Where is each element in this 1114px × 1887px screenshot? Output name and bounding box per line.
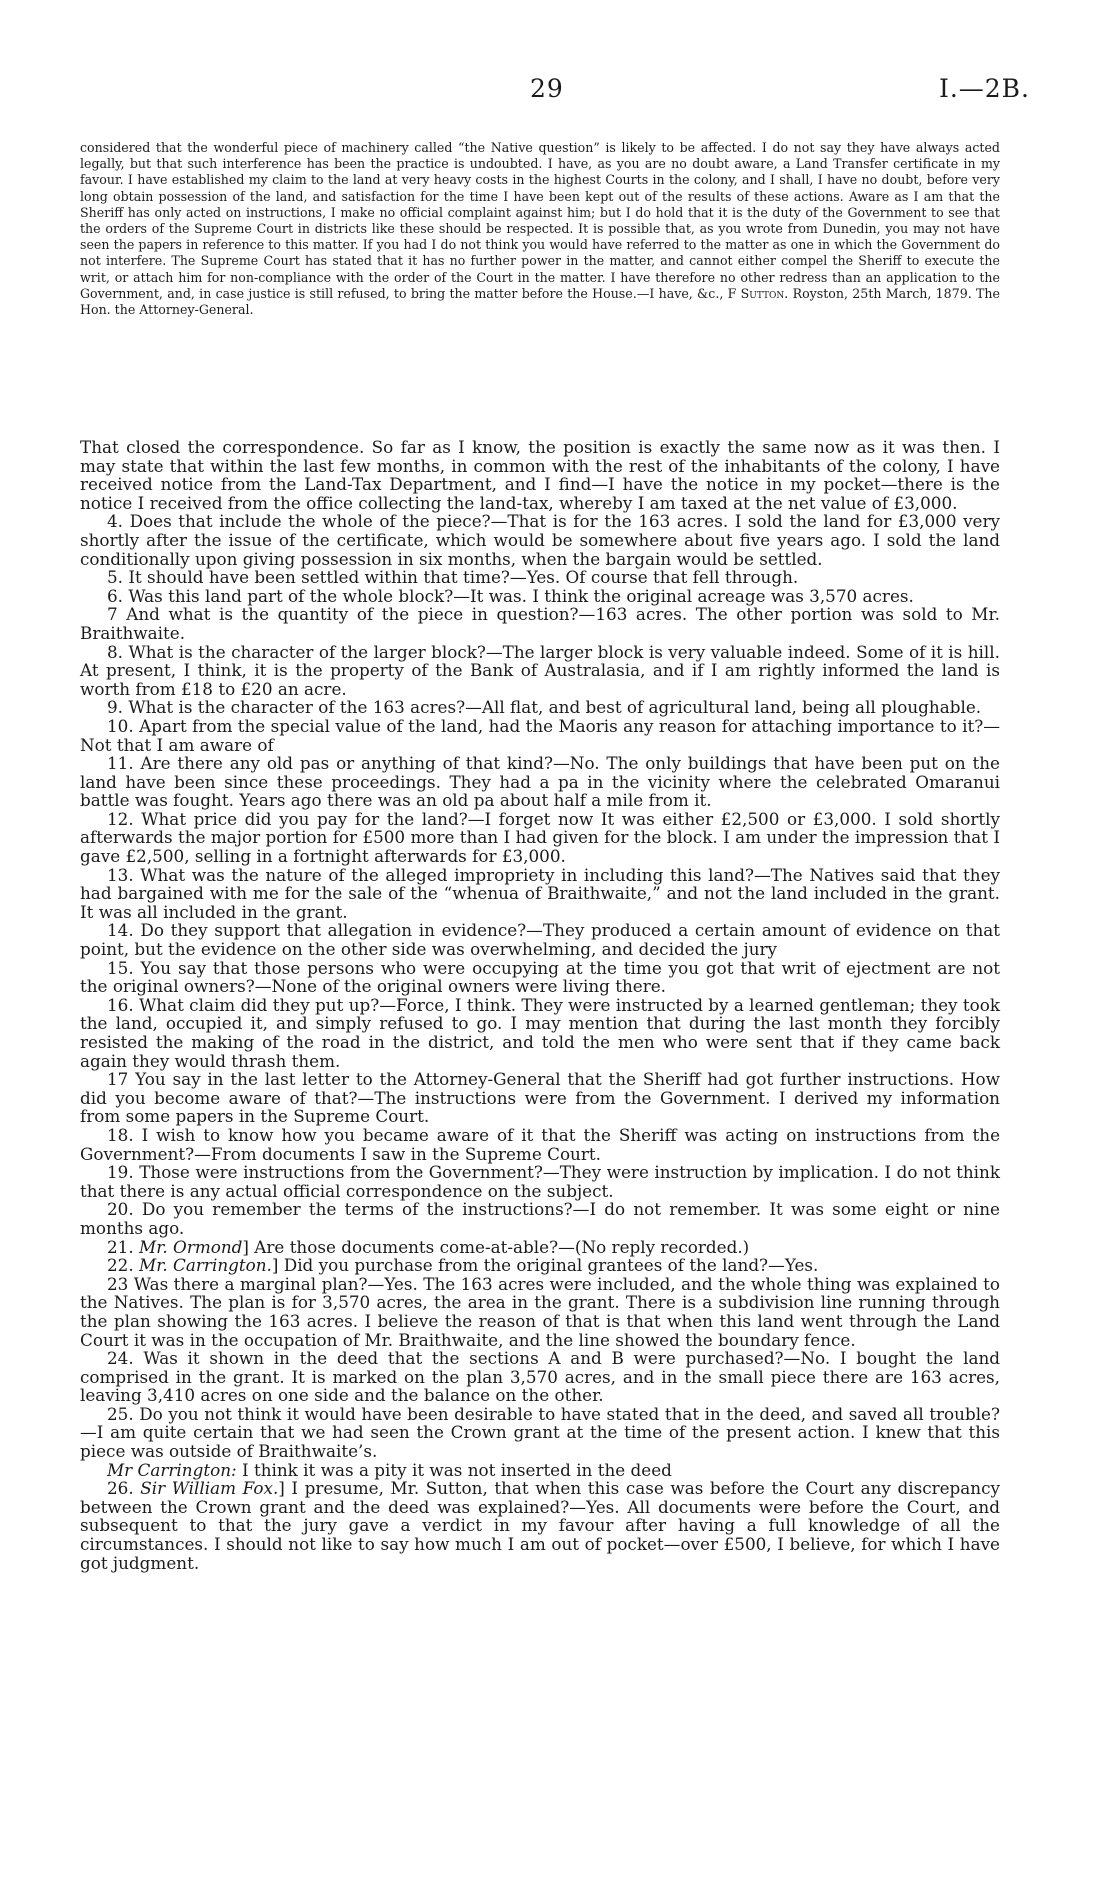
letter-signature: F Sutton. xyxy=(727,285,789,301)
question-9: 9. What is the character of the 163 acres?—All flat, and best of agricultural land, being all ploughable. xyxy=(107,697,982,718)
question-25: 25. Do you not think it would have been desirable to have stated that in the deed, and saved all trouble?—I am quite certain that we had seen the Crown grant at the time of the present action. I knew that this piece was outside of Braithwaite’s. xyxy=(80,1403,1000,1462)
question-15: 15. You say that those persons who were occupying at the time you got that writ of ejectment are not the original owners?—None of the original owners were living there. xyxy=(80,957,1000,997)
question-16: 16. What claim did they put up?—Force, I think. They were instructed by a learned gentleman; they took the land, occupied it, and simply refused to go. I may mention that during the last month they forcibly resisted the making of the road in the district, and told the men who were sent that if they came back again they would thrash them. xyxy=(80,994,1000,1071)
question-20: 20. Do you remember the terms of the instructions?—I do not remember. It was some eight or nine months ago. xyxy=(80,1199,1000,1238)
question-12: 12. What price did you pay for the land?—I forget now It was either £2,500 or £3,000. I sold shortly afterwards the major portion for £500 more than I had given for the block. I am under the impression that I gave £2,500, selling in a fortnight afterwards for £3,000. xyxy=(80,808,1000,867)
question-19: 19. Those were instructions from the Government?—They were instruction by implication. I do not think that there is any actual official correspondence on the subject. xyxy=(80,1162,1000,1201)
question-13: 13. What was the nature of the alleged impropriety in including this land?—The Natives said that they had bargained with me for the sale of the “whenua of Braithwaite,” and not the land included in the grant. It was all included in the grant. xyxy=(80,864,1000,922)
speaker-name: Mr Carrington: xyxy=(107,1459,237,1480)
question-number: 21. xyxy=(107,1236,140,1257)
paragraph: That closed the correspondence. So far as I know, the position is exactly the same now as it was then. I may state that within the last few months, in common with the rest of the inhabitants of the colony, I have received notice from the Land-Tax Department, and I find—I have the notice in my pocket—there is the notice I received from the office collecting the land-tax, whereby I am taxed at the net value of £3,000. xyxy=(80,437,1000,513)
letter-place-date: Royston, 25th March, 1879. xyxy=(792,285,972,301)
letter-addressee: The Hon. the Attorney-General. xyxy=(80,285,1000,318)
question-14: 14. Do they support that allegation in evidence?—They produced a certain amount of evidence on that point, but the evidence on the other side was overwhelming, and decided the jury xyxy=(80,920,1000,960)
question-17: 17 You say in the last letter to the Attorney-General that the Sheriff had got further instructions. How did you become aware of that?—The instructions were from the Government. I derived my information from some papers in the Supreme Court. xyxy=(80,1069,1000,1127)
question-number: 26. xyxy=(107,1478,141,1499)
question-26 xyxy=(80,1479,1000,1572)
question-5: 5. It should have been settled within that time?—Yes. Of course that fell through. xyxy=(107,567,799,588)
speaker-name: Mr. Ormond xyxy=(139,1236,243,1257)
question-8: 8. What is the character of the larger block?—The larger block is very valuable indeed. Some of it is hill. At present, I think, it is the property of the Bank of Australasia, and if I am rightly informed the land is worth from £18 to £20 an acre. xyxy=(80,641,1000,699)
evidence-body xyxy=(80,438,1000,1572)
quoted-letter xyxy=(80,140,1000,318)
speaker-name: Mr. Carrington. xyxy=(139,1255,272,1276)
question-number: 22. xyxy=(107,1255,140,1276)
question-6: 6. Was this land part of the whole block?—It was. I think the original acreage was 3,570 acres. xyxy=(107,585,914,606)
letter-body: considered that the wonderful piece of machinery called “the Native question” is likely to be affected. I do not say they have always acted legally, but that such interference has been the practice is undoubted. I have, as you are no doubt aware, a Land Transfer certificate in my favour. I have established my claim to the land at very heavy costs in the highest Courts in the colony, and I shall, I have no doubt, before very long obtain possession of the land, and satisfaction for the time I have been kept out of the results of these actions. Aware as I am that the Sheriff has only acted on instructions, I make no official complaint against him; but I do hold that it is the duty of the Government to see that the orders of the Supreme Court in districts like these should be respected. It is possible that, as you wrote from Dunedin, you may not have seen the papers in reference to this matter. If you had I do not think you would have referred to the matter as one in which the Government do not interfere. The Supreme Court has stated that it has no further power in the matter, and cannot either compel the Sheriff to execute the writ, or attach him for non-compliance with the order of the Court in the matter. I have therefore no other redress than an application to the Government, and, in case justice is still refused, to bring the matter before the House.—I have, &c., xyxy=(80,140,1000,301)
question-24: 24. Was it shown in the deed that the sections A and B were purchased?—No. I bought the land comprised in the grant. It is marked on the plan 3,570 acres, and in the small piece there are 163 acres, leaving 3,410 acres on one side and the balance on the other. xyxy=(80,1348,1000,1406)
speaker-name: Sir William Fox. xyxy=(140,1478,279,1499)
question-22 xyxy=(80,1256,1000,1275)
question-text: ] Did you purchase from the original grantees of the land?—Yes. xyxy=(271,1255,819,1276)
question-18: 18. I wish to know how you became aware of it that the Sheriff was acting on instructions from the Government?—From documents I saw in the Supreme Court. xyxy=(80,1124,1000,1164)
question-7: 7 And what is the quantity of the piece in question?—163 acres. The other portion was sold to Mr. Braithwaite. xyxy=(80,604,1000,643)
question-4: 4. Does that include the whole of the piece?—That is for the 163 acres. I sold the land for £3,000 very shortly after the issue of the certificate, which would be somewhere about five years ago. I sold the land conditionally upon giving possession in six months, when the bargain would be settled. xyxy=(80,511,1000,569)
question-21 xyxy=(80,1238,1000,1257)
remark xyxy=(80,1461,1000,1480)
question-10: 10. Apart from the special value of the land, had the Maoris any reason for attaching importance to it?—Not that I am aware of xyxy=(80,715,1000,755)
page-number: 29 xyxy=(530,74,564,103)
paper-reference: I.—2B. xyxy=(938,74,1030,103)
remark-text: I think it was a pity it was not inserted in the deed xyxy=(236,1459,672,1480)
question-23: 23 Was there a marginal plan?—Yes. The 163 acres were included, and the whole thing was explained to the Natives. The plan is for 3,570 acres, the area in the grant. There is a subdivision line running through the plan showing the 163 acres. I believe the reason of that is that when this land went through the Land Court it was in the occupation of Mr. Braithwaite, and the line showed the boundary fence. xyxy=(80,1273,1000,1350)
page-header xyxy=(0,74,1114,114)
question-text: ] I presume, Mr. Sutton, that when this case was before the Court any discrepancy between the Crown grant and the deed was explained?—Yes. All documents were before the Court, and subsequent to that the jury gave a verdict in my favour after having a full knowledge of all the circumstances. I should not like to say how much I am out of pocket—over £500, I believe, for which I have got judgment. xyxy=(80,1478,1000,1573)
question-11: 11. Are there any old pas or anything of that kind?—No. The only buildings that have been put on the land have been since these proceedings. They had a pa in the vicinity where the celebrated Omaranui battle was fought. Years ago there was an old pa about half a mile from it. xyxy=(80,753,1000,811)
question-text: ] Are those documents come-at-able?—(No reply recorded.) xyxy=(242,1236,750,1257)
